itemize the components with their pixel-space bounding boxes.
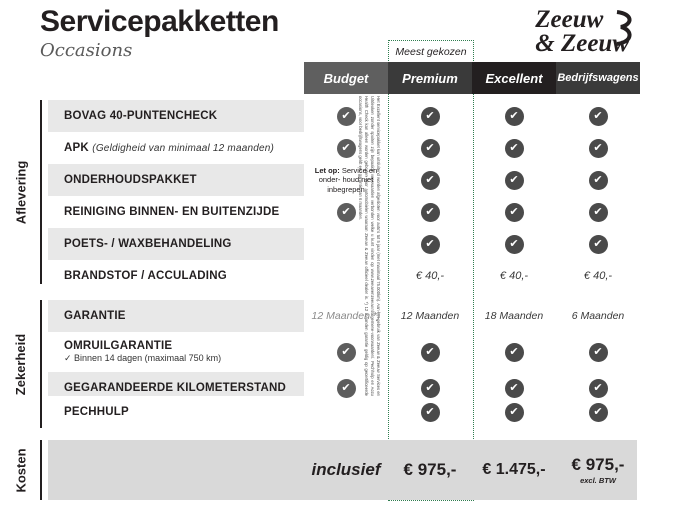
brand-logo [535, 8, 629, 56]
check-icon: ✔ [421, 203, 440, 222]
check-icon: ✔ [505, 235, 524, 254]
row-label-cell [48, 396, 304, 428]
cell-premium: € 40,- [415, 270, 445, 282]
table-row [48, 196, 637, 228]
row-label-cell [48, 132, 304, 164]
table-row [48, 260, 637, 292]
cell-bedrijfswagens [556, 396, 640, 428]
check-icon: ✔ [337, 107, 356, 126]
cell-bedrijfswagens [556, 332, 640, 372]
cell-premium [388, 332, 472, 372]
table-row [48, 164, 637, 196]
section-rule-zekerheid [40, 300, 42, 428]
row-cells [304, 332, 640, 372]
check-icon: ✔ [589, 139, 608, 158]
garantie-excellent: 18 Maanden [484, 310, 544, 322]
row-label-note: (Geldigheid van minimaal 12 maanden) [92, 143, 275, 154]
garantie-bedrijfswagens: 6 Maanden [571, 310, 625, 322]
cell-budget [304, 100, 388, 132]
check-icon: ✔ [589, 379, 608, 398]
table-row [48, 132, 637, 164]
row-label: REINIGING BINNEN- EN BUITENZIJDE [64, 206, 280, 218]
price-value: € 975,- [571, 455, 625, 474]
logo-line-2: & Zeeuw [535, 29, 629, 57]
cell-budget [304, 300, 388, 332]
price-value: € 1.475,- [482, 461, 546, 478]
cell-bedrijfswagens [556, 196, 640, 228]
row-cells [304, 260, 640, 292]
cell-premium [388, 300, 472, 332]
check-icon: ✔ [337, 139, 356, 158]
row-cells [304, 300, 640, 332]
row-cells [304, 100, 640, 132]
cell-premium [388, 164, 472, 196]
row-label: BOVAG 40-PUNTENCHECK [64, 110, 218, 122]
cell-premium [388, 132, 472, 164]
cell-budget [304, 196, 388, 228]
price-excl-btw: excl. BTW [580, 476, 616, 485]
price-value: € 975,- [403, 460, 457, 479]
check-icon: ✔ [589, 403, 608, 422]
logo-line-1: Zeeuw [535, 6, 604, 33]
column-header-excellent: Excellent [472, 62, 556, 94]
cell-excellent: € 40,- [499, 270, 529, 282]
cell-bedrijfswagens [556, 164, 640, 196]
check-icon: ✔ [421, 379, 440, 398]
row-label-cell [48, 196, 304, 228]
cell-bedrijfswagens: € 40,- [583, 270, 613, 282]
kosten-cells [304, 440, 640, 500]
cell-budget [304, 228, 388, 260]
table-row [48, 396, 637, 428]
row-cells [304, 228, 640, 260]
price-budget [304, 440, 388, 500]
price-value: inclusief [311, 460, 381, 479]
kosten-row [48, 440, 637, 500]
check-icon: ✔ [505, 171, 524, 190]
swoosh-icon [615, 10, 635, 46]
cell-bedrijfswagens [556, 132, 640, 164]
cell-budget [304, 396, 388, 428]
cell-budget [304, 332, 388, 372]
table-row [48, 100, 637, 132]
check-icon: ✔ [589, 343, 608, 362]
cell-budget [304, 132, 388, 164]
check-icon: ✔ [589, 171, 608, 190]
cell-premium [388, 100, 472, 132]
row-cells [304, 396, 640, 428]
row-label-cell [48, 100, 304, 132]
row-label: PECHHULP [64, 406, 129, 418]
row-label-cell [48, 300, 304, 332]
table-row [48, 228, 637, 260]
check-icon: ✔ [421, 107, 440, 126]
budget-note-strong: Let op: [314, 165, 340, 175]
column-header-budget: Budget [304, 62, 388, 94]
row-label: BRANDSTOF / ACCULADING [64, 270, 227, 282]
page-subtitle: Occasions [40, 39, 133, 61]
row-sublabel: ✓ Binnen 14 dagen (maximaal 750 km) [64, 353, 222, 363]
budget-note-text: Service en onder- houd niet inbegrepen [318, 165, 378, 194]
check-icon: ✔ [505, 107, 524, 126]
check-icon: ✔ [505, 379, 524, 398]
check-icon: ✔ [421, 235, 440, 254]
check-icon: ✔ [337, 203, 356, 222]
page-title: Servicepakketten [40, 5, 279, 38]
row-cells [304, 196, 640, 228]
table-row [48, 300, 637, 332]
garantie-premium: 12 Maanden [400, 310, 460, 322]
check-icon: ✔ [589, 235, 608, 254]
cell-bedrijfswagens [556, 228, 640, 260]
column-header-premium: Premium [388, 62, 472, 94]
budget-note [304, 166, 388, 194]
check-icon: ✔ [337, 379, 356, 398]
cell-excellent [472, 396, 556, 428]
price-excellent [472, 440, 556, 500]
table-row [48, 332, 637, 372]
row-label: ONDERHOUDSPAKKET [64, 174, 197, 186]
row-label-cell [48, 332, 304, 372]
check-icon: ✔ [421, 403, 440, 422]
cell-excellent [472, 332, 556, 372]
cell-excellent [472, 132, 556, 164]
cell-premium [388, 396, 472, 428]
cell-premium [388, 196, 472, 228]
cell-excellent [472, 228, 556, 260]
check-icon: ✔ [505, 343, 524, 362]
section-rule-kosten [40, 440, 42, 500]
row-label: GEGARANDEERDE KILOMETERSTAND [64, 382, 286, 394]
section-rule-aflevering [40, 100, 42, 284]
check-icon: ✔ [421, 171, 440, 190]
check-icon: ✔ [421, 343, 440, 362]
price-premium [388, 440, 472, 500]
row-label: APK [64, 142, 89, 154]
check-icon: ✔ [337, 343, 356, 362]
most-chosen-badge: Meest gekozen [388, 40, 474, 63]
cell-premium [388, 228, 472, 260]
cell-budget [304, 164, 388, 196]
row-cells [304, 132, 640, 164]
row-label-cell [48, 228, 304, 260]
cell-bedrijfswagens [556, 300, 640, 332]
check-icon: ✔ [505, 139, 524, 158]
check-icon: ✔ [589, 107, 608, 126]
row-label: OMRUILGARANTIE [64, 340, 173, 352]
check-icon: ✔ [421, 139, 440, 158]
row-label-cell [48, 164, 304, 196]
check-icon: ✔ [505, 403, 524, 422]
footnote-text: Het Excellent servicepakket kan uitsluitend worden afgesloten voor auto's tot 5 jaar (met maximaal 75.000km). Aan het gebruik van Zeeuw & Zeeuw Services en Uitdeuken zonder spuiten zijn bepaalde voorwaarden verbonden welke u kunt vinden op www.zeeuwenzeeuw.nl/algemene-voorwaarden/. Pechhulp en Accu Health Check kan alleen worden geboden voor automobielen waaraan Zeeuw & Zeeuw officieel dealer is. *) 12 maanden garantie geldig op gecertificeerde occasions, voor bedrijfswagens geldt een garantie van 6 maanden. [357, 96, 381, 396]
cell-bedrijfswagens [556, 100, 640, 132]
price-bedrijfswagens [556, 440, 640, 500]
row-label: POETS- / WAXBEHANDELING [64, 238, 232, 250]
row-label: GARANTIE [64, 310, 126, 322]
row-label-cell [48, 260, 304, 292]
garantie-budget: 12 Maanden *) [311, 310, 381, 322]
section-label-aflevering: Aflevering [13, 160, 29, 224]
cell-excellent [472, 196, 556, 228]
cell-excellent [472, 300, 556, 332]
cell-excellent [472, 100, 556, 132]
row-cells [304, 164, 640, 196]
section-label-kosten: Kosten [13, 447, 29, 493]
check-icon: ✔ [505, 203, 524, 222]
cell-excellent [472, 164, 556, 196]
cell-budget [304, 260, 388, 292]
check-icon: ✔ [589, 203, 608, 222]
column-header-bedrijfswagens: Bedrijfswagens [556, 62, 640, 94]
section-label-zekerheid: Zekerheid [13, 333, 29, 395]
